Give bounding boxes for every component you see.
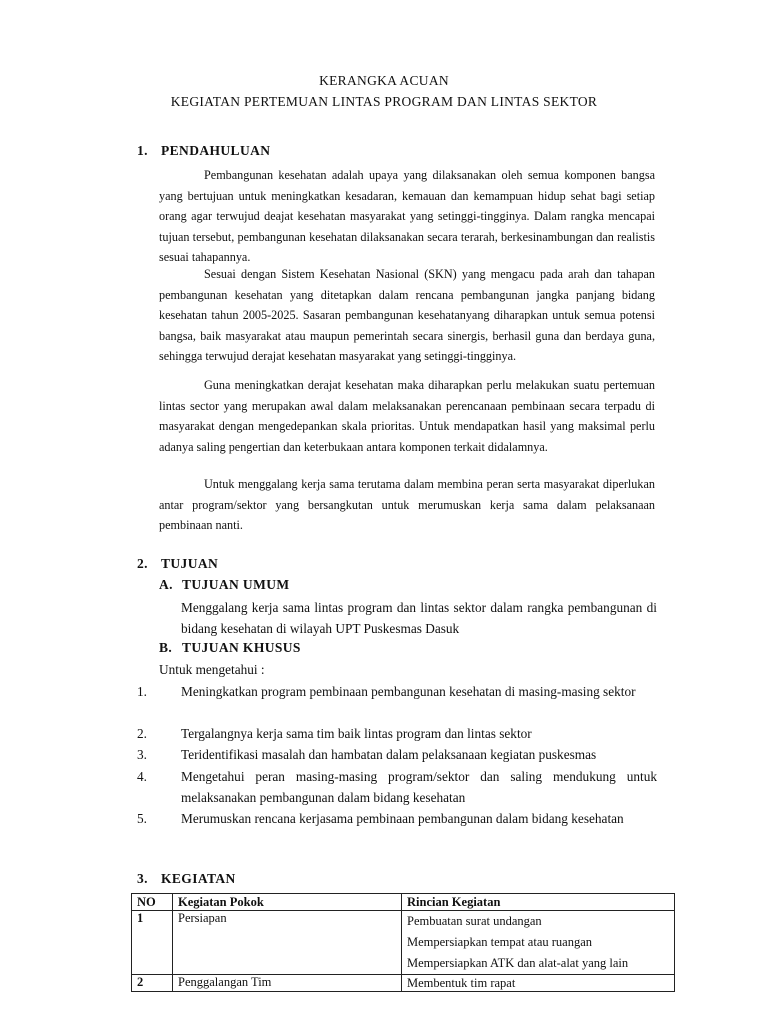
- list-item: [137, 766, 657, 808]
- rincian-item: Mempersiapkan tempat atau ruangan: [407, 935, 592, 949]
- section-number: 2.: [137, 556, 148, 571]
- tujuan-umum-text: Menggalang kerja sama lintas program dan lintas sektor dalam rangka pembangunan di bidang kesehatan di wilayah UPT Puskesmas Dasuk: [181, 600, 657, 636]
- cell-no: 2: [132, 975, 173, 992]
- list-item: [137, 744, 657, 765]
- paragraph-text: Untuk menggalang kerja sama terutama dalam membina peran serta masyarakat diperlukan antar program/sektor yang bersangkutan untuk merumuskan kerja sama dalam pelaksanaan pembinaan nanti.: [159, 477, 655, 533]
- cell-kegiatan-pokok: Penggalangan Tim: [173, 975, 402, 992]
- section-number: 3.: [137, 871, 148, 886]
- paragraph: [159, 375, 655, 457]
- subsection-khusus-heading: [159, 640, 301, 656]
- cell-kegiatan-pokok: Persiapan: [173, 911, 402, 975]
- list-number: 5.: [137, 811, 147, 826]
- column-header-kegiatan-pokok: Kegiatan Pokok: [173, 894, 402, 911]
- rincian-item: Membentuk tim rapat: [407, 976, 516, 990]
- table-row: [132, 975, 675, 992]
- cell-no: 1: [132, 911, 173, 975]
- list-text: Meningkatkan program pembinaan pembangunan kesehatan di masing-masing sektor: [181, 684, 636, 699]
- column-header-rincian-kegiatan: Rincian Kegiatan: [402, 894, 675, 911]
- list-number: 3.: [137, 747, 147, 762]
- subsection-letter: A.: [159, 577, 173, 592]
- subsection-umum-heading: [159, 577, 290, 593]
- list-number: 4.: [137, 769, 147, 784]
- kegiatan-table: [131, 893, 675, 992]
- list-number: 1.: [137, 684, 147, 699]
- list-text: Mengetahui peran masing-masing program/sektor dan saling mendukung untuk melaksanakan pembangunan dalam bidang kesehatan: [181, 769, 657, 805]
- paragraph: [159, 474, 655, 536]
- table-row: [132, 911, 675, 975]
- subsection-title: TUJUAN KHUSUS: [182, 640, 301, 655]
- paragraph: [159, 264, 655, 367]
- section-title: TUJUAN: [161, 556, 219, 571]
- list-text: Teridentifikasi masalah dan hambatan dalam pelaksanaan kegiatan puskesmas: [181, 747, 597, 762]
- list-number: 2.: [137, 726, 147, 741]
- list-item: [137, 808, 657, 829]
- paragraph-text: Sesuai dengan Sistem Kesehatan Nasional (SKN) yang mengacu pada arah dan tahapan pembangunan kesehatan yang ditetapkan dalam rencana pembangunan jangka panjang bidang kesehatan tahun 2005-2025. Sasaran pembangunan kesehatanyang diharapkan untuk semua potensi bangsa, baik masyarakat atau maupun pemerintah secara sinergis, berhasil guna dan berdaya guna, sehingga terwujud derajat kesehatan masyarakat yang setinggi-tingginya.: [159, 267, 655, 364]
- list-text: Tergalangnya kerja sama tim baik lintas program dan lintas sektor: [181, 726, 532, 741]
- rincian-item: Mempersiapkan ATK dan alat-alat yang lain: [407, 956, 629, 970]
- document-subtitle: KEGIATAN PERTEMUAN LINTAS PROGRAM DAN LINTAS SEKTOR: [170, 94, 598, 109]
- section-title: KEGIATAN: [161, 871, 236, 886]
- paragraph-text: Pembangunan kesehatan adalah upaya yang dilaksanakan oleh semua komponen bangsa yang bertujuan untuk meningkatkan kesadaran, kemauan dan kemampuan hidup sehat bagi setiap orang agar terwujud deajat kesehatan masyarakat yang setinggi-tingginya. Dalam rangka mencapai tujuan tersebut, pembangunan kesehatan dilaksanakan secara terarah, berkesinambungan dan realistis sesuai tahapannya.: [159, 168, 655, 265]
- section-number: 1.: [137, 143, 148, 158]
- list-text: Merumuskan rencana kerjasama pembinaan pembangunan dalam bidang kesehatan: [181, 811, 624, 826]
- section-1-heading: [137, 143, 270, 159]
- paragraph: [159, 165, 655, 268]
- list-item: [137, 681, 657, 702]
- list-item: [137, 723, 657, 744]
- tujuan-khusus-intro: Untuk mengetahui :: [159, 662, 265, 677]
- rincian-item: Pembuatan surat undangan: [407, 914, 542, 928]
- subsection-letter: B.: [159, 640, 173, 655]
- section-2-heading: [137, 556, 218, 572]
- paragraph-text: Guna meningkatkan derajat kesehatan maka diharapkan perlu melakukan suatu pertemuan lintas sector yang merupakan awal dalam melaksanakan perencanaan pembinaan secara terpadu di masyarakat dengan mengedepankan skala prioritas. Untuk mendapatkan hasil yang maksimal perlu adanya saling pengertian dan keterbukaan antara komponen terkait didalamnya.: [159, 378, 655, 454]
- cell-rincian: [402, 911, 675, 975]
- section-title: PENDAHULUAN: [161, 143, 271, 158]
- table-header-row: [132, 894, 675, 911]
- column-header-no: NO: [132, 894, 173, 911]
- subsection-title: TUJUAN UMUM: [182, 577, 290, 592]
- cell-rincian: [402, 975, 675, 992]
- document-title: KERANGKA ACUAN: [319, 73, 449, 88]
- section-3-heading: [137, 871, 236, 887]
